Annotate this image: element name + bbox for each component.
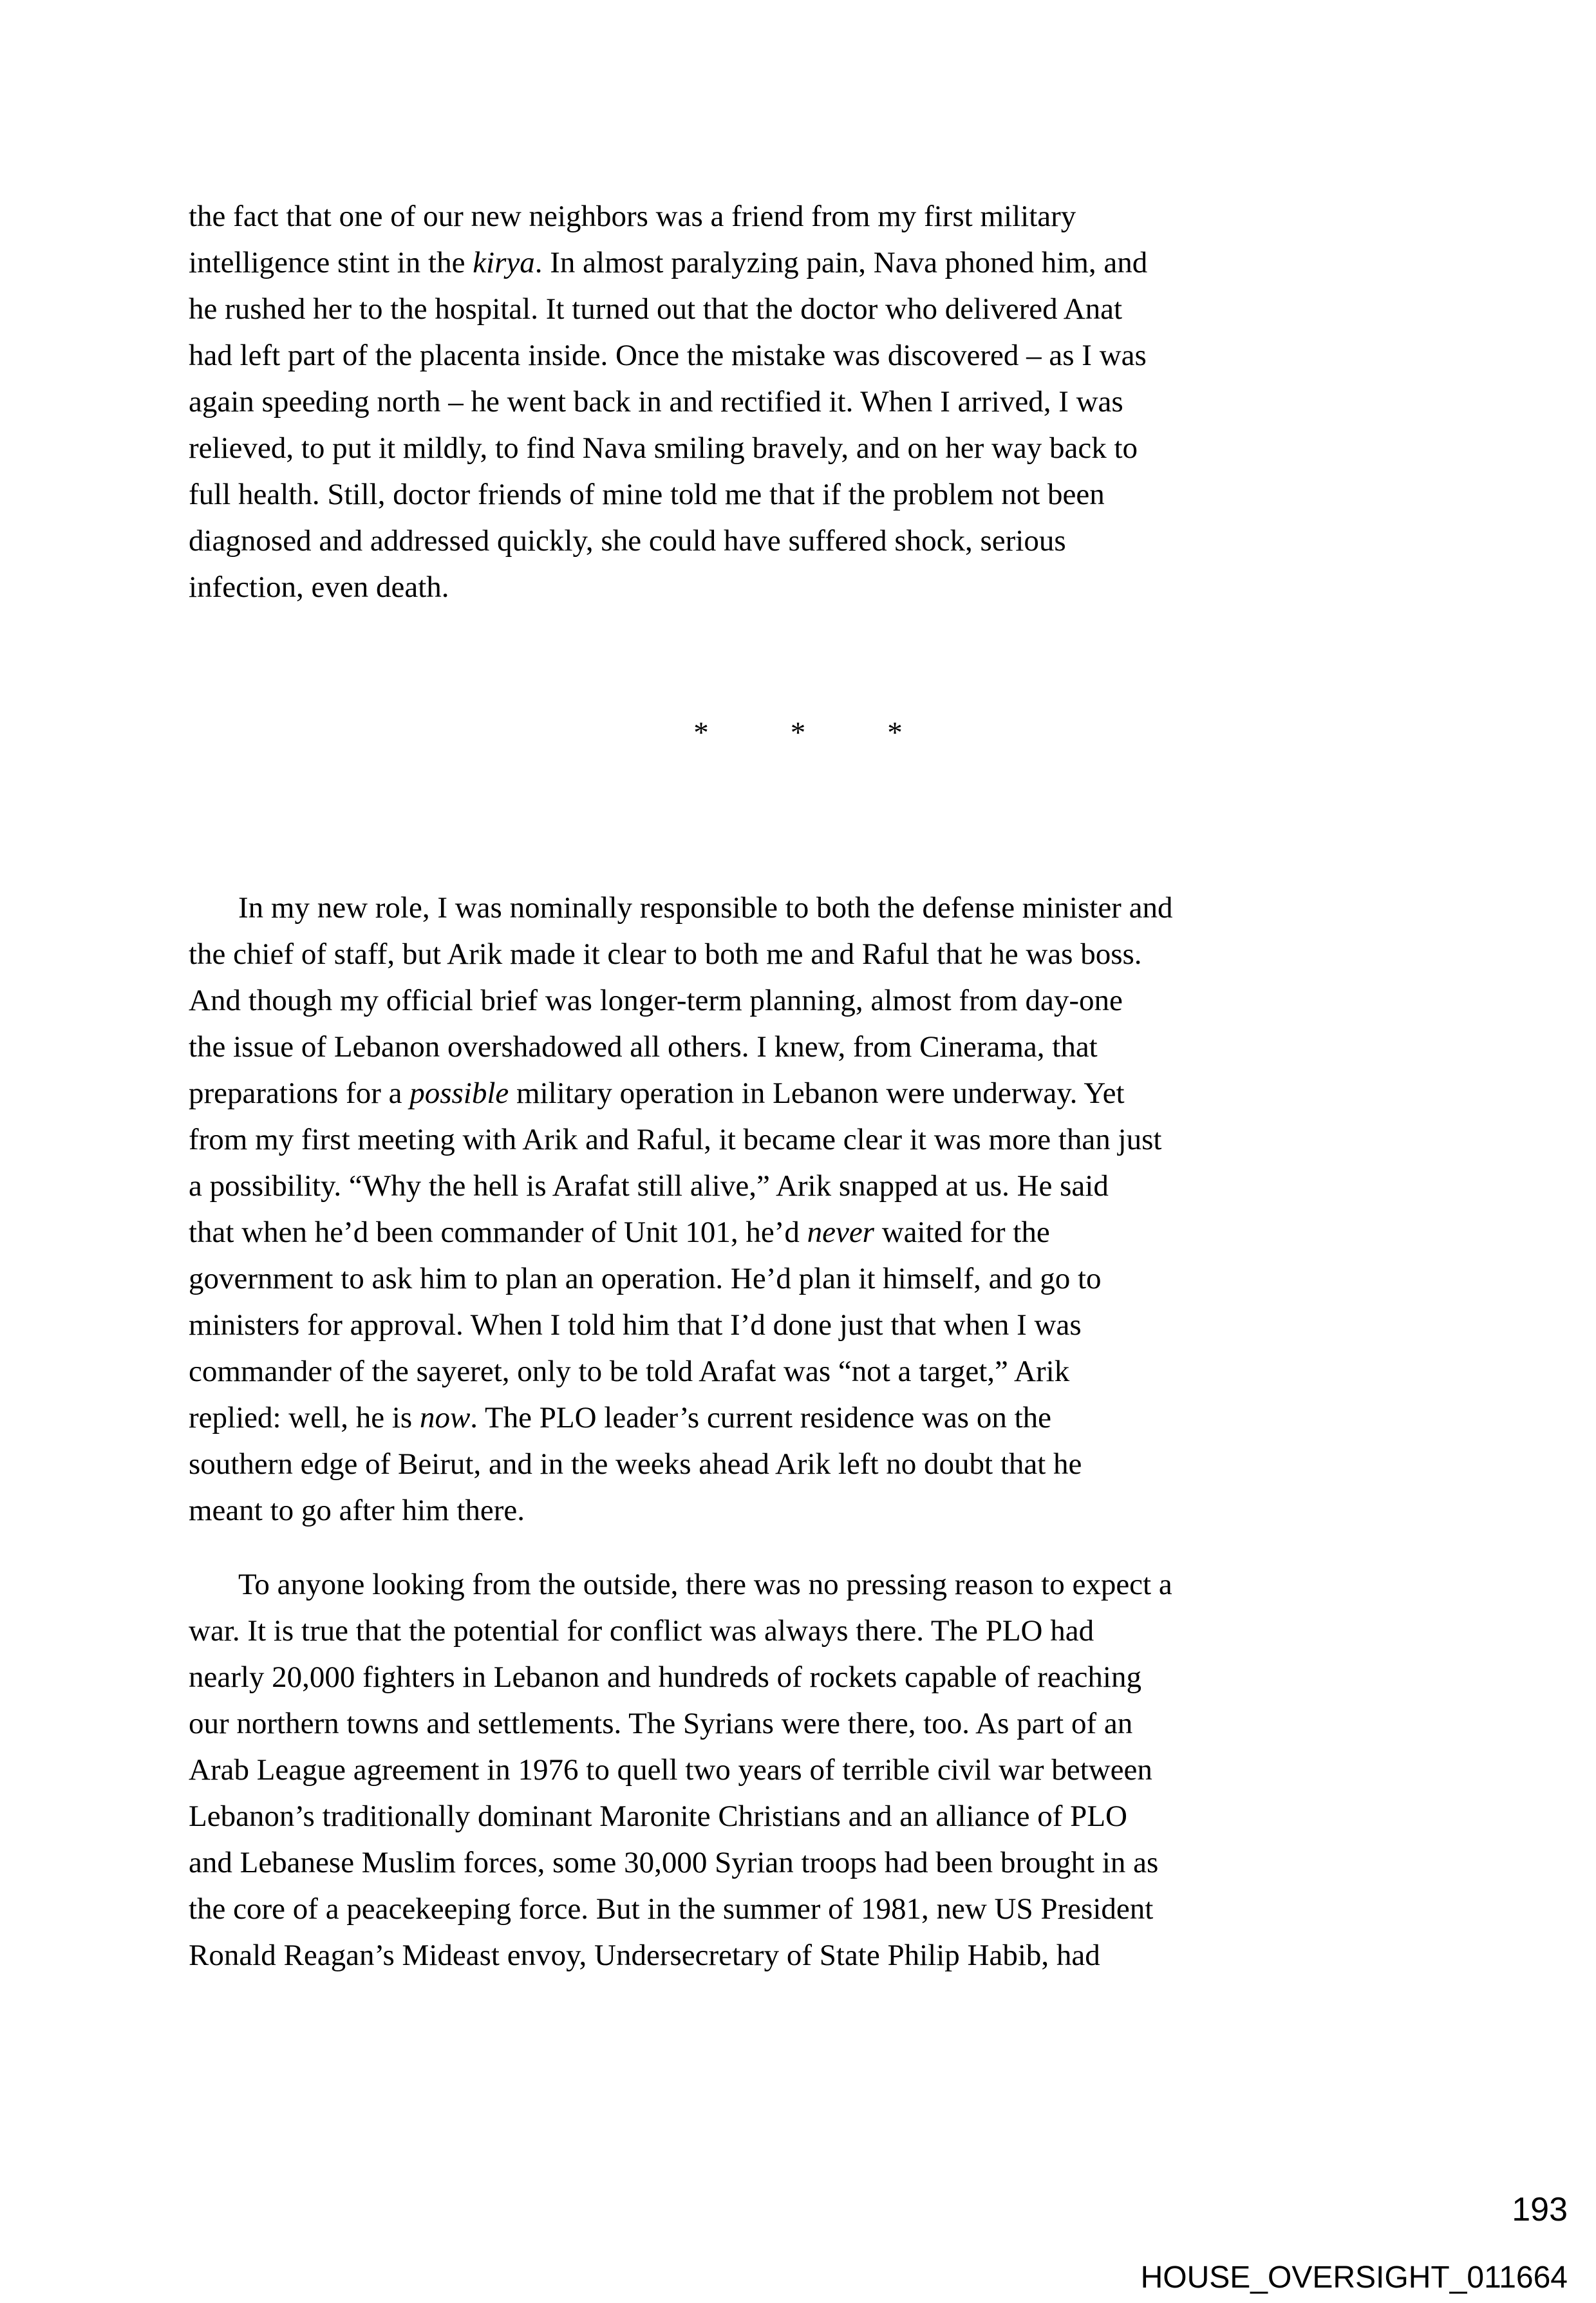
text-line bbox=[189, 1348, 1431, 1395]
text-line bbox=[189, 1024, 1431, 1070]
paragraph bbox=[189, 193, 1431, 610]
text-run: government to ask him to plan an operation. He’d plan it himself, and go to bbox=[189, 1262, 1102, 1295]
text-line bbox=[189, 1209, 1431, 1255]
text-line bbox=[189, 1654, 1431, 1700]
text-run: . The PLO leader’s current residence was on the bbox=[470, 1401, 1051, 1434]
text-line bbox=[189, 1608, 1431, 1654]
text-line bbox=[189, 564, 1431, 610]
text-line bbox=[189, 193, 1431, 240]
text-run: and Lebanese Muslim forces, some 30,000 Syrian troops had been brought in as bbox=[189, 1846, 1159, 1879]
text-run: waited for the bbox=[874, 1216, 1050, 1249]
text-run: the chief of staff, but Arik made it clear to both me and Raful that he was boss. bbox=[189, 937, 1142, 971]
text-line bbox=[189, 1561, 1431, 1608]
text-line bbox=[189, 286, 1431, 332]
text-line bbox=[189, 977, 1431, 1024]
text-line bbox=[189, 1070, 1431, 1116]
text-run: our northern towns and settlements. The Syrians were there, too. As part of an bbox=[189, 1707, 1133, 1740]
text-line bbox=[189, 1302, 1431, 1348]
text-line bbox=[189, 1886, 1431, 1932]
text-line bbox=[189, 1839, 1431, 1886]
text-line bbox=[189, 518, 1431, 564]
text-run: relieved, to put it mildly, to find Nava smiling bravely, and on her way back to bbox=[189, 431, 1138, 465]
text-run: he rushed her to the hospital. It turned out that the doctor who delivered Anat bbox=[189, 292, 1123, 326]
asterisk-glyph: * bbox=[887, 716, 903, 749]
text-line bbox=[189, 931, 1431, 977]
text-run: the fact that one of our new neighbors was a friend from my first military bbox=[189, 200, 1076, 233]
text-run: that when he’d been commander of Unit 101, he’d bbox=[189, 1216, 807, 1249]
text-line bbox=[189, 1700, 1431, 1747]
text-run: from my first meeting with Arik and Raful, it became clear it was more than just bbox=[189, 1123, 1162, 1156]
text-run: Arab League agreement in 1976 to quell two years of terrible civil war between bbox=[189, 1753, 1152, 1787]
paragraph bbox=[189, 1561, 1431, 1979]
text-line bbox=[189, 425, 1431, 471]
italic-text-run: now bbox=[419, 1401, 471, 1434]
page-number: 193 bbox=[1512, 2191, 1568, 2228]
text-line bbox=[189, 1395, 1431, 1441]
bates-stamp: HOUSE_OVERSIGHT_011664 bbox=[1140, 2261, 1568, 2295]
text-line bbox=[189, 885, 1431, 931]
text-run: nearly 20,000 fighters in Lebanon and hundreds of rockets capable of reaching bbox=[189, 1660, 1141, 1694]
text-run: preparations for a bbox=[189, 1076, 410, 1110]
text-line bbox=[189, 1116, 1431, 1163]
text-line bbox=[189, 1441, 1431, 1487]
text-line bbox=[189, 1163, 1431, 1209]
text-run: . In almost paralyzing pain, Nava phoned him, and bbox=[534, 246, 1148, 279]
text-run: military operation in Lebanon were underway. Yet bbox=[509, 1076, 1125, 1110]
text-line bbox=[189, 1487, 1431, 1534]
text-run: southern edge of Beirut, and in the weeks ahead Arik left no doubt that he bbox=[189, 1447, 1082, 1481]
text-line bbox=[189, 471, 1431, 518]
paragraph bbox=[189, 885, 1431, 1534]
text-run: meant to go after him there. bbox=[189, 1494, 525, 1527]
text-line bbox=[189, 1747, 1431, 1793]
text-run: a possibility. “Why the hell is Arafat still alive,” Arik snapped at us. He said bbox=[189, 1169, 1109, 1203]
text-line bbox=[189, 1932, 1431, 1979]
text-run: intelligence stint in the bbox=[189, 246, 473, 279]
text-run: war. It is true that the potential for conflict was always there. The PLO had bbox=[189, 1614, 1094, 1648]
italic-text-run: never bbox=[807, 1216, 874, 1249]
text-run: In my new role, I was nominally responsible to both the defense minister and bbox=[238, 891, 1173, 925]
text-run: To anyone looking from the outside, there was no pressing reason to expect a bbox=[238, 1568, 1172, 1601]
text-run: the core of a peacekeeping force. But in the summer of 1981, new US President bbox=[189, 1892, 1154, 1926]
text-line bbox=[189, 240, 1431, 286]
text-run: full health. Still, doctor friends of mine told me that if the problem not been bbox=[189, 478, 1105, 511]
text-line bbox=[189, 1793, 1431, 1839]
text-run: replied: well, he is bbox=[189, 1401, 420, 1434]
text-run: And though my official brief was longer-term planning, almost from day-one bbox=[189, 984, 1123, 1017]
text-run: Lebanon’s traditionally dominant Maronite Christians and an alliance of PLO bbox=[189, 1800, 1127, 1833]
text-run: had left part of the placenta inside. Once the mistake was discovered – as I was bbox=[189, 339, 1147, 372]
text-run: again speeding north – he went back in and rectified it. When I arrived, I was bbox=[189, 385, 1123, 418]
asterisk-glyph: * bbox=[790, 716, 806, 749]
text-line bbox=[189, 379, 1431, 425]
text-run: diagnosed and addressed quickly, she could have suffered shock, serious bbox=[189, 524, 1066, 558]
text-run: Ronald Reagan’s Mideast envoy, Undersecretary of State Philip Habib, had bbox=[189, 1939, 1100, 1972]
text-run: infection, even death. bbox=[189, 570, 449, 604]
italic-text-run: possible bbox=[409, 1076, 509, 1110]
text-line bbox=[189, 1255, 1431, 1302]
section-break bbox=[0, 710, 1596, 756]
asterisk-glyph: * bbox=[693, 716, 709, 749]
text-run: commander of the sayeret, only to be told Arafat was “not a target,” Arik bbox=[189, 1355, 1070, 1388]
body-text bbox=[189, 193, 1431, 1979]
text-run: ministers for approval. When I told him that I’d done just that when I was bbox=[189, 1308, 1082, 1342]
text-run: the issue of Lebanon overshadowed all others. I knew, from Cinerama, that bbox=[189, 1030, 1098, 1064]
text-line bbox=[189, 332, 1431, 379]
italic-text-run: kirya bbox=[473, 246, 535, 279]
